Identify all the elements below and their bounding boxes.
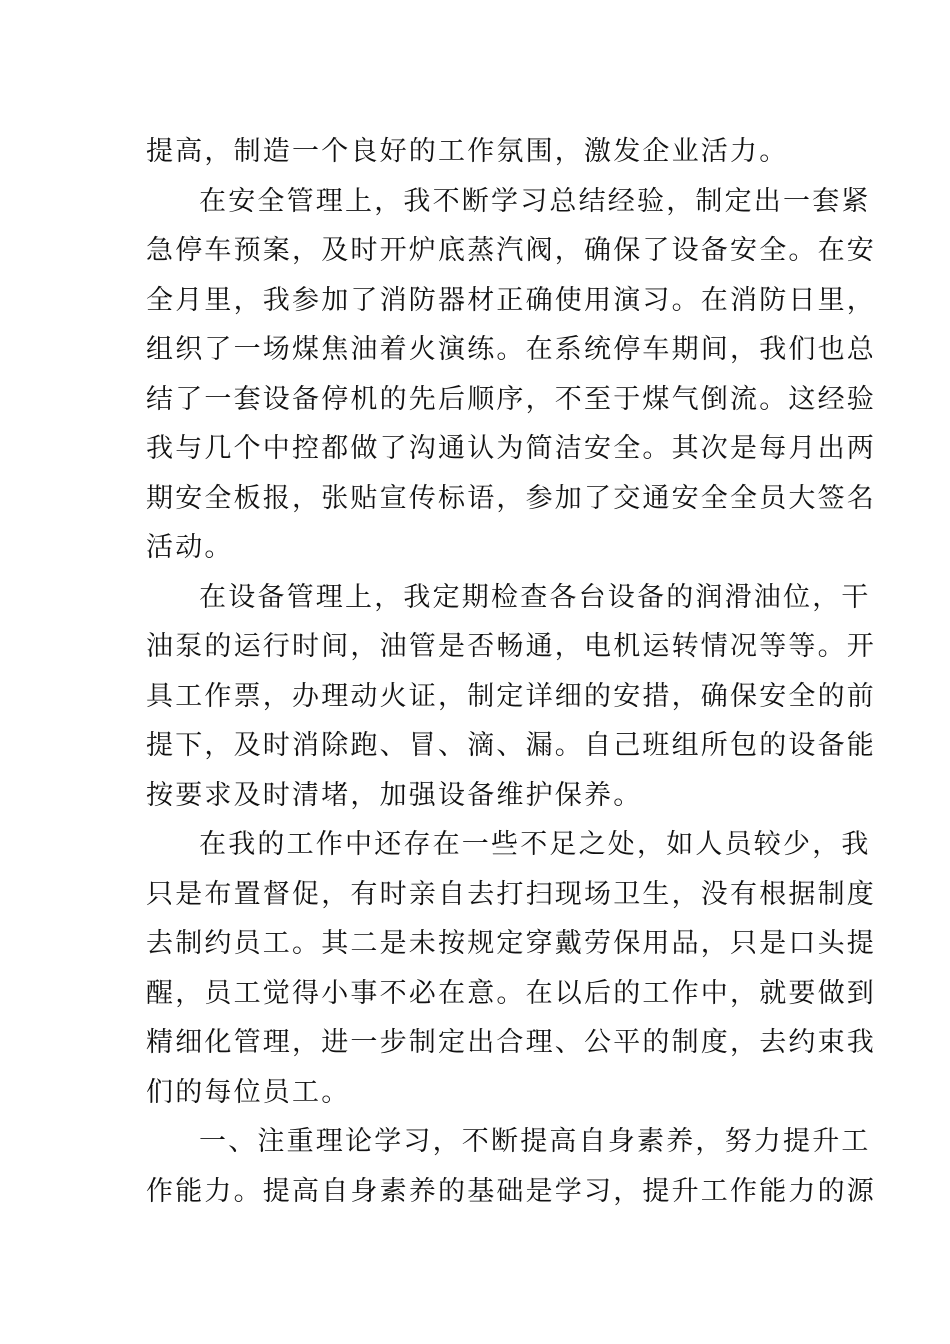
text-line: 只是布置督促，有时亲自去打扫现场卫生，没有根据制度 (146, 878, 876, 910)
text-line: 提下，及时消除跑、冒、滴、漏。自己班组所包的设备能 (146, 730, 876, 761)
text-line: 醒，员工觉得小事不必在意。在以后的工作中，就要做到 (146, 977, 876, 1009)
paragraph-start-line: 在设备管理上，我定期检查各台设备的润滑油位，干 (199, 581, 871, 613)
paragraph-start-line: 在我的工作中还存在一些不足之处，如人员较少，我 (199, 829, 871, 860)
text-line: 期安全板报，张贴宣传标语，参加了交通安全全员大签名 (146, 482, 876, 514)
text-line: 具工作票，办理动火证，制定详细的安措，确保安全的前 (146, 680, 876, 712)
text-line: 精细化管理，进一步制定出合理、公平的制度，去约束我 (146, 1027, 876, 1058)
text-line: 按要求及时清堵，加强设备维护保养。 (146, 779, 643, 811)
text-line: 我与几个中控都做了沟通认为简洁安全。其次是每月出两 (146, 433, 876, 464)
text-line: 作能力。提高自身素养的基础是学习，提升工作能力的源 (146, 1175, 876, 1207)
text-line: 油泵的运行时间，油管是否畅通，电机运转情况等等。开 (146, 631, 876, 662)
text-line: 们的每位员工。 (146, 1076, 351, 1108)
text-line: 去制约员工。其二是未按规定穿戴劳保用品，只是口头提 (146, 928, 876, 959)
text-line: 提高，制造一个良好的工作氛围，激发企业活力。 (146, 136, 789, 167)
body-text (146, 127, 876, 1216)
text-line: 结了一套设备停机的先后顺序，不至于煤气倒流。这经验 (146, 383, 876, 415)
paragraph-start-line: 一、注重理论学习，不断提高自身素养，努力提升工 (199, 1126, 871, 1157)
text-line: 急停车预案，及时开炉底蒸汽阀，确保了设备安全。在安 (146, 235, 876, 266)
text-line: 组织了一场煤焦油着火演练。在系统停车期间，我们也总 (146, 334, 876, 365)
text-line: 全月里，我参加了消防器材正确使用演习。在消防日里， (146, 284, 876, 316)
paragraph-start-line: 在安全管理上，我不断学习总结经验，制定出一套紧 (199, 185, 871, 217)
text-line: 活动。 (146, 532, 234, 563)
